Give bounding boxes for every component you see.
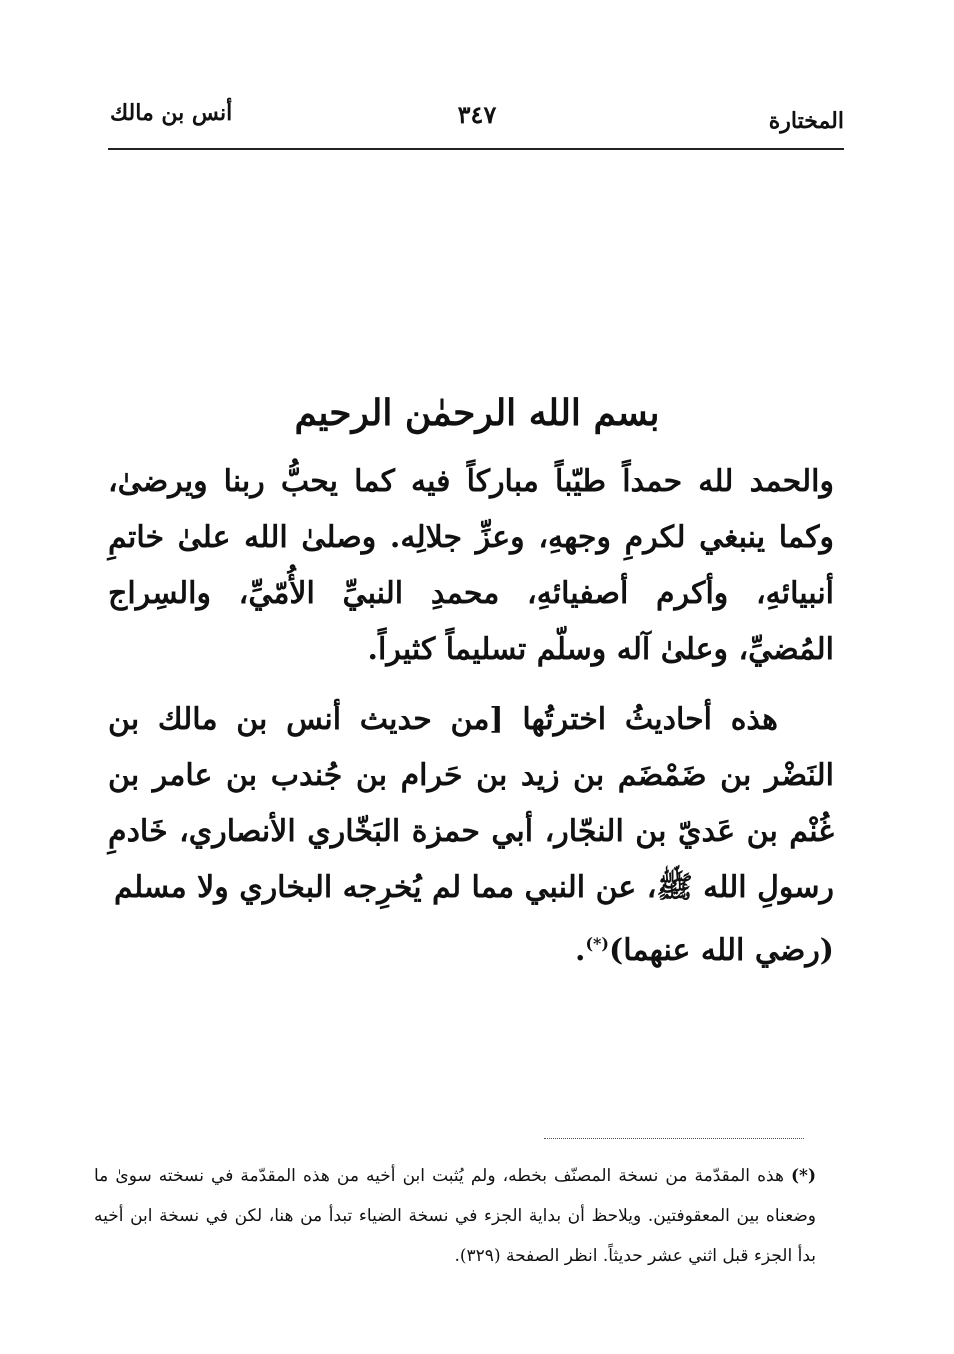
footnote-reference: (*) (585, 934, 609, 953)
paragraph-introduction (108, 692, 834, 916)
basmala-heading: بسم الله الرحمٰن الرحيم (294, 392, 660, 434)
page-number: ٣٤٧ (457, 100, 497, 129)
main-text (108, 454, 834, 979)
paragraph-end-text: (رضي الله عنهما) (609, 933, 834, 968)
footnote-marker: (*) (791, 1166, 816, 1186)
footnote (94, 1156, 816, 1276)
section-title: أنس بن مالك (110, 100, 233, 126)
running-header (110, 100, 844, 150)
footnote-separator (544, 1138, 804, 1139)
book-title: المختارة (768, 108, 844, 134)
footnote-text: هذه المقدّمة من نسخة المصنّف بخطه، ولم يُثبت ابن أخيه من هذه المقدّمة في نسخته سوىٰ ما وضعناه بين المعقوفتين. ويلاحظ أن بداية الجزء في نسخة الضياء تبدأ من هنا، لكن في نسخة ابن أخيه بدأ الجزء قبل اثني عشر حديثاً. انظر الصفحة (٣٢٩). (94, 1166, 816, 1266)
header-rule (108, 148, 844, 150)
paragraph-introduction-text: هذه أحاديثُ اخترتُها [من حديث أنس بن مالك بن النَضْر بن ضَمْضَم بن زيد بن حَرام بن جُندب بن عامر بن غُنْم بن عَديّ بن النجّار، أبي حمزة البَخّاري الأنصاري، خَادمِ رسولِ الله ﷺ، عن النبي مما لم يُخرِجه البخاري ولا مسلم (108, 702, 834, 905)
paragraph-opening: والحمد لله حمداً طيّباً مباركاً فيه كما يحبُّ ربنا ويرضىٰ، وكما ينبغي لكرمِ وجههِ، وعزِّ جلالِه. وصلىٰ الله علىٰ خاتمِ أنبيائهِ، وأكرم أصفيائهِ، محمدِ النبيِّ الأُمّيِّ، والسِراج المُضيِّ، وعلىٰ آله وسلّم تسليماً كثيراً. (108, 464, 834, 667)
paragraph-introduction-end (108, 916, 834, 979)
paragraph-period: . (575, 933, 586, 968)
